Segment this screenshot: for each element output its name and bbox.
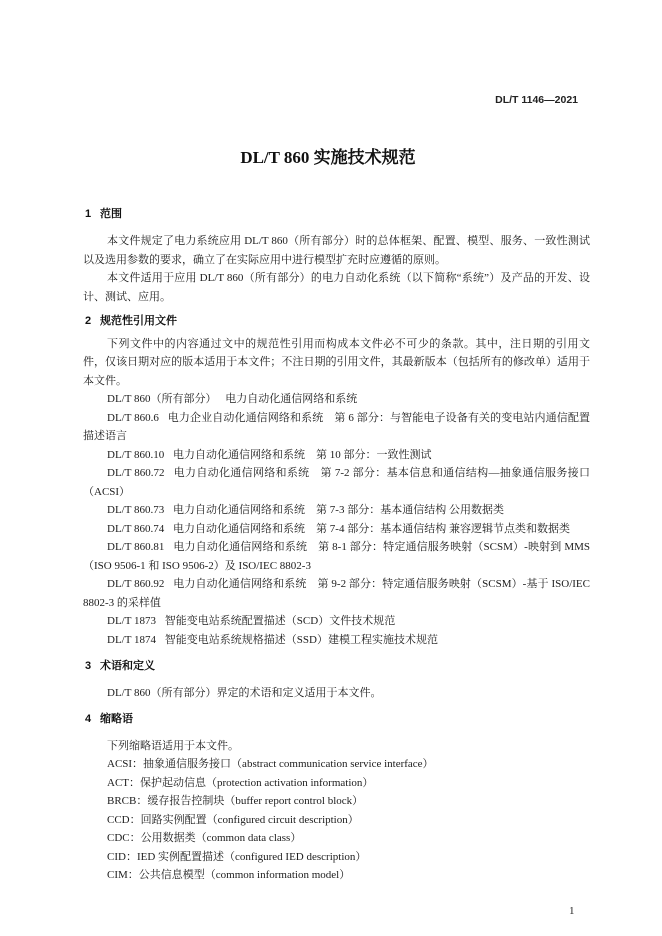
- reference-code: DL/T 860.81: [107, 541, 165, 553]
- section-number: 3: [85, 659, 92, 672]
- section-heading: [83, 657, 590, 676]
- reference-part: 第 9-2 部分：特定通信服务映射（SCSM）-基于 ISO/IEC 8802-3 的采样值: [83, 578, 590, 609]
- reference-part: 第 8-1 部分：特定通信服务映射（SCSM）-映射到 MMS（ISO 9506-1 和 ISO 9506-2）及 ISO/IEC 8802-3: [83, 541, 590, 572]
- paragraph: 本文件适用于应用 DL/T 860（所有部分）的电力自动化系统（以下简称“系统”）及产品的开发、设计、测试、应用。: [83, 272, 590, 303]
- abbreviation-item: ACSI：抽象通信服务接口（abstract communication service interface）: [107, 758, 434, 770]
- section-heading: [83, 205, 590, 224]
- reference-item: [83, 575, 590, 612]
- paragraph: 下列缩略语适用于本文件。: [107, 739, 239, 752]
- reference-title: 智能变电站系统规格描述（SSD）建模工程实施技术规范: [164, 633, 438, 646]
- reference-part: 第 7-4 部分：基本通信结构 兼容逻辑节点类和数据类: [316, 522, 570, 535]
- reference-code: DL/T 860.74: [107, 522, 165, 535]
- section-abbreviations: [83, 710, 590, 885]
- reference-code: DL/T 1873: [107, 615, 156, 627]
- section-heading: [83, 710, 590, 729]
- section-title: 规范性引用文件: [100, 314, 177, 327]
- section-heading: [83, 312, 590, 331]
- reference-part: 第 6 部分：与智能电子设备有关的变电站内通信配置描述语言: [83, 411, 590, 442]
- reference-title: 电力自动化通信网络和系统: [225, 393, 358, 405]
- reference-item: [83, 464, 590, 501]
- reference-title: 电力自动化通信网络和系统: [173, 522, 306, 535]
- abbreviation-item: ACT：保护起动信息（protection activation information）: [107, 776, 374, 789]
- reference-code: DL/T 860（所有部分）: [107, 393, 217, 405]
- abbreviation-item: CID：IED 实例配置描述（configured IED description）: [107, 850, 367, 863]
- section-number: 2: [85, 314, 92, 327]
- section-terms-definitions: [83, 657, 590, 703]
- reference-part: 第 7-3 部分：基本通信结构 公用数据类: [316, 504, 504, 516]
- reference-part: 第 10 部分：一致性测试: [316, 448, 432, 461]
- section-title: 范围: [100, 208, 122, 220]
- standard-number-header: DL/T 1146—2021: [495, 94, 578, 106]
- reference-item: [83, 446, 590, 465]
- abbreviation-item: CDC：公用数据类（common data class）: [107, 832, 302, 844]
- section-normative-references: [83, 312, 590, 650]
- reference-code: DL/T 860.10: [107, 448, 165, 461]
- reference-code: DL/T 860.72: [107, 467, 165, 479]
- document-title: DL/T 860 实施技术规范: [240, 148, 416, 167]
- reference-title: 电力自动化通信网络和系统: [173, 467, 310, 479]
- reference-code: DL/T 1874: [107, 633, 156, 646]
- abbreviation-item: BRCB：缓存报告控制块（buffer report control block）: [107, 795, 364, 807]
- section-number: 4: [85, 712, 92, 725]
- paragraph: 本文件规定了电力系统应用 DL/T 860（所有部分）时的总体框架、配置、模型、服务、一致性测试以及选用参数的要求，确立了在实际应用中进行模型扩充时应遵循的原则。: [83, 235, 590, 266]
- paragraph: DL/T 860（所有部分）界定的术语和定义适用于本文件。: [107, 686, 382, 699]
- section-scope: [83, 205, 590, 306]
- reference-item: [83, 390, 590, 409]
- section-number: 1: [85, 208, 92, 220]
- section-title: 缩略语: [100, 712, 133, 725]
- reference-title: 电力自动化通信网络和系统: [173, 541, 308, 553]
- reference-title: 电力自动化通信网络和系统: [173, 504, 306, 516]
- abbreviation-item: CIM：公共信息模型（common information model）: [107, 869, 351, 881]
- reference-item: [83, 501, 590, 520]
- section-title: 术语和定义: [100, 659, 155, 672]
- page-number: 1: [569, 905, 575, 917]
- reference-code: DL/T 860.92: [107, 578, 165, 590]
- reference-item: [83, 520, 590, 539]
- reference-part: 第 7-2 部分：基本信息和通信结构—抽象通信服务接口（ACSI）: [83, 467, 590, 498]
- reference-item: [83, 612, 590, 631]
- reference-item: [83, 631, 590, 650]
- reference-item: [83, 409, 590, 446]
- paragraph: 下列文件中的内容通过文中的规范性引用而构成本文件必不可少的条款。其中，注日期的引用文件，仅该日期对应的版本适用于本文件；不注日期的引用文件，其最新版本（包括所有的修改单）适用于本文件。: [83, 337, 590, 387]
- reference-code: DL/T 860.6: [107, 411, 159, 424]
- reference-title: 电力自动化通信网络和系统: [173, 448, 306, 461]
- reference-title: 智能变电站系统配置描述（SCD）文件技术规范: [164, 615, 396, 627]
- document-body: [83, 205, 590, 885]
- abbreviation-item: CCD：回路实例配置（configured circuit description）: [107, 813, 359, 826]
- reference-title: 电力企业自动化通信网络和系统: [167, 411, 324, 424]
- reference-title: 电力自动化通信网络和系统: [173, 578, 307, 590]
- reference-item: [83, 538, 590, 575]
- reference-code: DL/T 860.73: [107, 504, 165, 516]
